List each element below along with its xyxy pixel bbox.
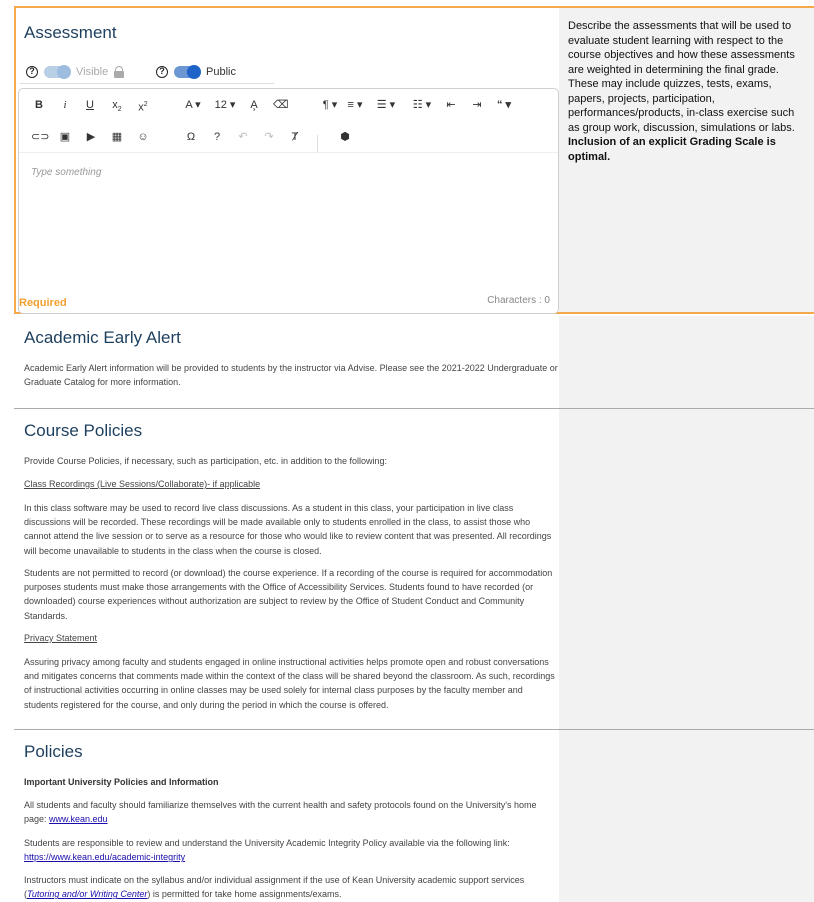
underline-icon[interactable]: U xyxy=(86,99,94,111)
assessment-help-text xyxy=(568,19,808,164)
font-size-dropdown[interactable]: 12 ▾ xyxy=(214,99,236,111)
image-icon[interactable]: ▣ xyxy=(59,131,71,143)
public-toggle-group xyxy=(150,60,274,84)
section-side-panel xyxy=(559,316,814,408)
recordings-paragraph-1: In this class software may be used to record live class discussions. As a student in this class, your participation in live class discussions will be recorded. These recordings will be made available only to students enrolled in the class, to assist those who cannot attend the live session or to serve as a resource for those who would like to review content that was presented. All recordings will become unavailable to students in the class when the course is closed. xyxy=(24,503,552,556)
clear-format-icon[interactable]: Ⱦ xyxy=(291,131,299,143)
quote-icon[interactable]: “ ▾ xyxy=(496,99,512,111)
required-label: Required xyxy=(19,297,67,309)
policies-section xyxy=(14,730,814,902)
text-color-icon[interactable]: A̧ xyxy=(250,99,258,111)
paragraph-text: Students are responsible to review and understand the University Academic Integrity Policy available via the following link: xyxy=(24,838,510,848)
course-policies-section xyxy=(14,409,814,730)
paragraph-text: All students and faculty should familiarize themselves with the current health and safety protocols found on the University's home page: xyxy=(24,800,537,825)
editor-toolbar-row-1 xyxy=(19,89,558,121)
indent-icon[interactable]: ⇥ xyxy=(472,99,482,111)
font-family-icon[interactable]: A ▾ xyxy=(185,99,201,111)
help-description: Describe the assessments that will be used to evaluate student learning with respect to the course objectives and how these assessments are weighted in determining the final grade. These may include quizzes, tests, exams, papers, projects, participation, performances/products, in-class exercise such as group work, discussion, simulations or labs. xyxy=(568,20,795,134)
bold-icon[interactable]: B xyxy=(35,99,43,111)
unordered-list-icon[interactable]: ☷ ▾ xyxy=(412,99,432,111)
help-icon[interactable]: ? xyxy=(26,66,38,78)
left-gutter xyxy=(0,0,14,902)
character-count: Characters : 0 xyxy=(487,295,550,306)
subscript-icon[interactable]: $x_2$ xyxy=(112,99,122,114)
policies-paragraph-3 xyxy=(24,873,559,901)
visible-toggle-box xyxy=(20,60,156,84)
early-alert-section xyxy=(14,316,814,409)
public-switch[interactable] xyxy=(174,66,200,78)
eraser-icon[interactable]: ⌫ xyxy=(273,99,289,111)
visible-toggle-group xyxy=(20,60,156,84)
help-emphasis: Inclusion of an explicit Grading Scale is optimal. xyxy=(568,136,776,163)
italic-icon[interactable]: i xyxy=(63,99,67,111)
table-icon[interactable]: ▦ xyxy=(111,131,123,143)
outdent-icon[interactable]: ⇤ xyxy=(446,99,456,111)
video-icon[interactable]: ▶ xyxy=(86,131,96,143)
paragraph-text: Instructors must indicate on the syllabus and/or individual assignment if the use of Kean University academic support services ( xyxy=(24,875,525,900)
syllabus-page xyxy=(14,0,814,902)
section-title: Course Policies xyxy=(24,421,143,440)
academic-integrity-link[interactable]: https://www.kean.edu/academic-integrity xyxy=(24,852,186,863)
privacy-paragraph: Assuring privacy among faculty and students engaged in online instructional activities helps promote open and robust conversations and mitigates concerns that comments made within the context of the class will be shared beyond the classroom. As such, recordings of instructional activities occurring in online classes may be used solely for internal class purposes by the faculty member and students registered for the course, and only during the period in which the course is offered. xyxy=(24,657,555,710)
tutoring-link[interactable]: Tutoring and/or Writing Center xyxy=(27,889,148,900)
rich-text-editor xyxy=(18,88,559,314)
section-title: Academic Early Alert xyxy=(24,328,181,347)
section-title: Assessment xyxy=(24,23,117,42)
public-label: Public xyxy=(206,65,236,78)
help-icon[interactable]: ? xyxy=(213,131,221,143)
policies-paragraph-2 xyxy=(24,836,559,864)
paragraph-text: ) is permitted for take home assignments/exams. xyxy=(147,889,342,900)
paragraph-icon[interactable]: ¶ ▾ xyxy=(322,99,338,111)
help-icon[interactable]: ? xyxy=(156,66,168,78)
emoji-icon[interactable]: ☺ xyxy=(137,131,149,143)
early-alert-text: Academic Early Alert information will be provided to students by the instructor via Advise. Please see the 2021-2022 Undergraduate or Graduate Catalog for more information. xyxy=(24,363,558,388)
section-side-panel xyxy=(559,409,814,729)
privacy-heading: Privacy Statement xyxy=(24,633,98,643)
policies-subheading: Important University Policies and Information xyxy=(24,777,219,787)
kean-home-link[interactable]: www.kean.edu xyxy=(49,814,108,825)
lock-icon xyxy=(114,66,124,78)
section-side-panel xyxy=(559,730,814,902)
editor-toolbar-row-2 xyxy=(19,121,558,153)
superscript-icon[interactable]: $x^2$ xyxy=(138,101,148,114)
redo-icon[interactable]: ↷ xyxy=(264,131,274,143)
special-chars-icon[interactable]: Ω xyxy=(186,131,196,143)
ordered-list-icon[interactable]: ☰ ▾ xyxy=(376,99,396,111)
section-title: Policies xyxy=(24,742,83,761)
recordings-heading: Class Recordings (Live Sessions/Collaborate)- if applicable xyxy=(24,479,261,489)
visible-label: Visible xyxy=(76,65,109,78)
public-toggle-box xyxy=(150,60,274,84)
course-policies-intro: Provide Course Policies, if necessary, such as participation, etc. in addition to the following: xyxy=(24,456,388,466)
plugin-icon[interactable]: ⬢ xyxy=(340,131,350,143)
editor-placeholder[interactable]: Type something xyxy=(31,167,102,178)
assessment-section xyxy=(14,6,814,314)
policies-paragraph-1 xyxy=(24,798,559,826)
align-icon[interactable]: ≡ ▾ xyxy=(347,99,363,111)
undo-icon[interactable]: ↶ xyxy=(238,131,248,143)
visible-switch[interactable] xyxy=(44,66,70,78)
recordings-paragraph-2: Students are not permitted to record (or download) the course experience. If a recording of the course is required for accommodation purposes students must make those arrangements with the Office of Accessibility Services. Students found to have recorded (or downloaded) course experiences without authorization are subject to review by the Office of Student Conduct and Community Standards. xyxy=(24,568,553,621)
link-icon[interactable]: ⊂⊃ xyxy=(31,131,50,143)
